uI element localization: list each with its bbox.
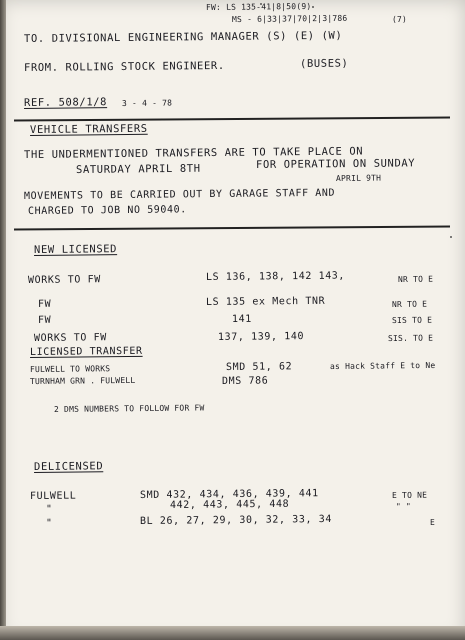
delicensed-row-2-vehicles: 442, 443, 445, 448 — [169, 498, 290, 511]
delicensed-heading: DELICENSED — [33, 460, 104, 473]
header-ref-2: MS - 6|33|37|70|2|3|786 — [231, 13, 348, 24]
delicensed-row-1-from: FULWELL — [29, 490, 77, 502]
new-licensed-row-3-note: SIS TO E — [391, 315, 433, 325]
divider-top — [14, 116, 450, 121]
new-licensed-row-4-vehicles: 137, 139, 140 — [217, 331, 305, 343]
header-ref-1: FW: LS 135-41|8|50(9) — [205, 1, 312, 12]
new-licensed-row-2-from: FW — [37, 298, 52, 310]
new-licensed-row-4-from: WORKS TO FW — [33, 332, 107, 344]
delicensed-row-2-from: " — [45, 503, 53, 515]
delicensed-row-2-note: " " — [395, 501, 412, 511]
new-licensed-row-4-note: SIS. TO E — [387, 333, 434, 343]
new-licensed-row-2-note: NR TO E — [391, 299, 428, 309]
licensed-transfer-row-1-note: as Hack Staff E to Ne — [329, 360, 436, 371]
ref-line: REF. 508/1/8 — [23, 96, 108, 109]
movements-line-1: MOVEMENTS TO BE CARRIED OUT BY GARAGE STAFF AND — [23, 187, 336, 202]
intro-line-1: THE UNDERMENTIONED TRANSFERS ARE TO TAKE PLACE ON — [23, 145, 364, 161]
delicensed-row-3-note: E — [429, 517, 436, 527]
new-licensed-heading: NEW LICENSED — [33, 243, 118, 256]
divider-mid — [14, 225, 450, 230]
delicensed-row-1-note: E TO NE — [391, 490, 428, 500]
intro-line-3: APRIL 9TH — [335, 173, 382, 183]
delicensed-row-3-vehicles: BL 26, 27, 29, 30, 32, 33, 34 — [139, 513, 333, 527]
from-line: FROM. ROLLING STOCK ENGINEER. — [23, 59, 225, 74]
new-licensed-row-1-from: WORKS TO FW — [27, 274, 101, 286]
new-licensed-row-3-from: FW — [37, 314, 52, 326]
delicensed-row-3-from: " — [45, 517, 53, 529]
new-licensed-row-2-vehicles: LS 135 ex Mech TNR — [205, 295, 326, 308]
licensed-transfer-row-1-vehicles: SMD 51, 62 — [225, 361, 293, 373]
header-ref-2-note: (7) — [391, 14, 408, 24]
intro-line-2a: SATURDAY APRIL 8TH — [75, 162, 201, 176]
licensed-transfer-row-2-from: TURNHAM GRN . FULWELL — [29, 375, 136, 386]
licensed-transfer-row-2-vehicles: DMS 786 — [221, 375, 269, 387]
new-licensed-row-1-note: NR TO E — [397, 274, 434, 284]
new-licensed-row-1-vehicles: LS 136, 138, 142 143, — [205, 270, 346, 283]
page-bottom-edge — [0, 626, 465, 640]
licensed-transfer-row-1-from: FULWELL TO WORKS — [29, 364, 111, 374]
from-note: (BUSES) — [299, 57, 349, 70]
delicensed-row-1-vehicles: SMD 432, 434, 436, 439, 441 — [139, 488, 319, 501]
section-heading: VEHICLE TRANSFERS — [29, 122, 148, 136]
new-licensed-row-3-vehicles: 141 — [231, 313, 252, 325]
movements-line-2: CHARGED TO JOB NO 59040. — [27, 204, 187, 217]
intro-line-2b: FOR OPERATION ON SUNDAY — [255, 157, 416, 171]
licensed-transfer-heading: LICENSED TRANSFER — [29, 345, 143, 358]
speck — [450, 236, 452, 238]
to-line: TO. DIVISIONAL ENGINEERING MANAGER (S) (E) (W) — [23, 29, 343, 45]
page-shadow-edge — [0, 0, 6, 640]
follow-note: 2 DMS NUMBERS TO FOLLOW FOR FW — [53, 403, 205, 414]
speck — [312, 6, 314, 8]
date: 3 - 4 - 78 — [121, 98, 173, 108]
